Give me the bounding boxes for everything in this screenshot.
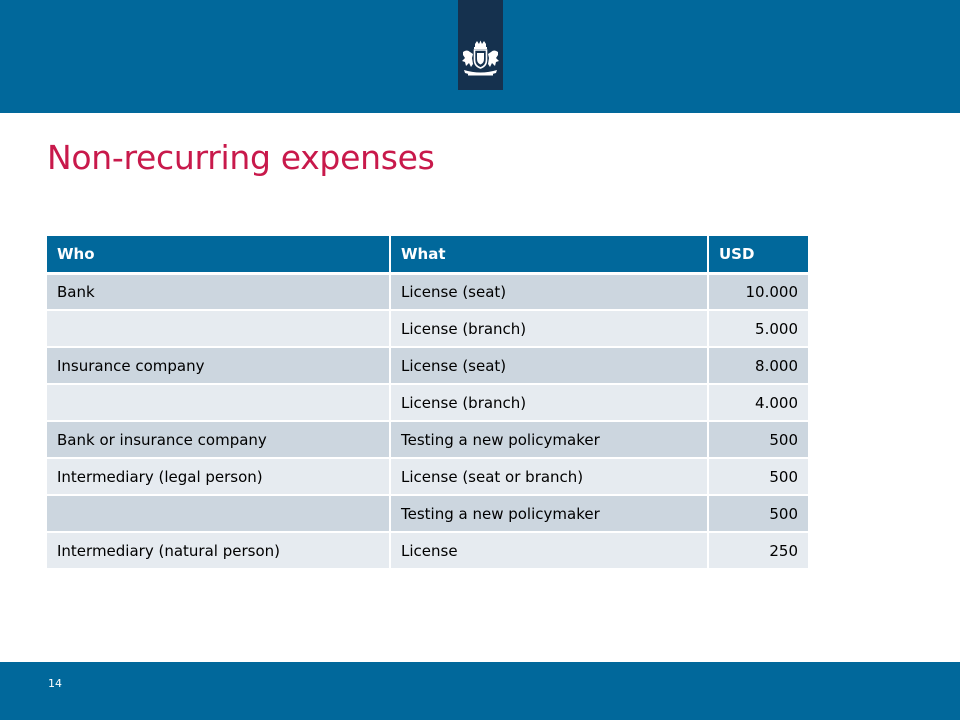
expenses-table (47, 236, 808, 570)
page-title: Non-recurring expenses (47, 138, 435, 177)
table-row (47, 310, 808, 347)
table-row (47, 273, 808, 310)
cell-who: Bank or insurance company (47, 421, 390, 458)
cell-what: License (branch) (390, 384, 708, 421)
table-row (47, 347, 808, 384)
column-header-who: Who (47, 236, 390, 273)
cell-who (47, 310, 390, 347)
column-header-what: What (390, 236, 708, 273)
table-row (47, 384, 808, 421)
cell-usd: 500 (708, 495, 808, 532)
page-number: 14 (48, 677, 62, 690)
cell-usd: 5.000 (708, 310, 808, 347)
footer-bar (0, 662, 960, 720)
table-row (47, 421, 808, 458)
cell-what: License (seat) (390, 273, 708, 310)
cell-who: Intermediary (legal person) (47, 458, 390, 495)
cell-what: License (390, 532, 708, 569)
coat-of-arms-icon (460, 40, 501, 82)
cell-who (47, 384, 390, 421)
table-row (47, 458, 808, 495)
cell-usd: 10.000 (708, 273, 808, 310)
cell-usd: 4.000 (708, 384, 808, 421)
cell-what: License (branch) (390, 310, 708, 347)
cell-usd: 8.000 (708, 347, 808, 384)
cell-usd: 500 (708, 421, 808, 458)
cell-who: Intermediary (natural person) (47, 532, 390, 569)
cell-what: Testing a new policymaker (390, 421, 708, 458)
column-header-usd: USD (708, 236, 808, 273)
logo (458, 0, 503, 90)
table-row (47, 495, 808, 532)
table-header-row (47, 236, 808, 273)
header-bar (0, 0, 960, 113)
cell-what: License (seat) (390, 347, 708, 384)
cell-who: Insurance company (47, 347, 390, 384)
cell-who (47, 495, 390, 532)
table-row (47, 532, 808, 569)
cell-what: Testing a new policymaker (390, 495, 708, 532)
cell-usd: 500 (708, 458, 808, 495)
cell-who: Bank (47, 273, 390, 310)
cell-usd: 250 (708, 532, 808, 569)
cell-what: License (seat or branch) (390, 458, 708, 495)
